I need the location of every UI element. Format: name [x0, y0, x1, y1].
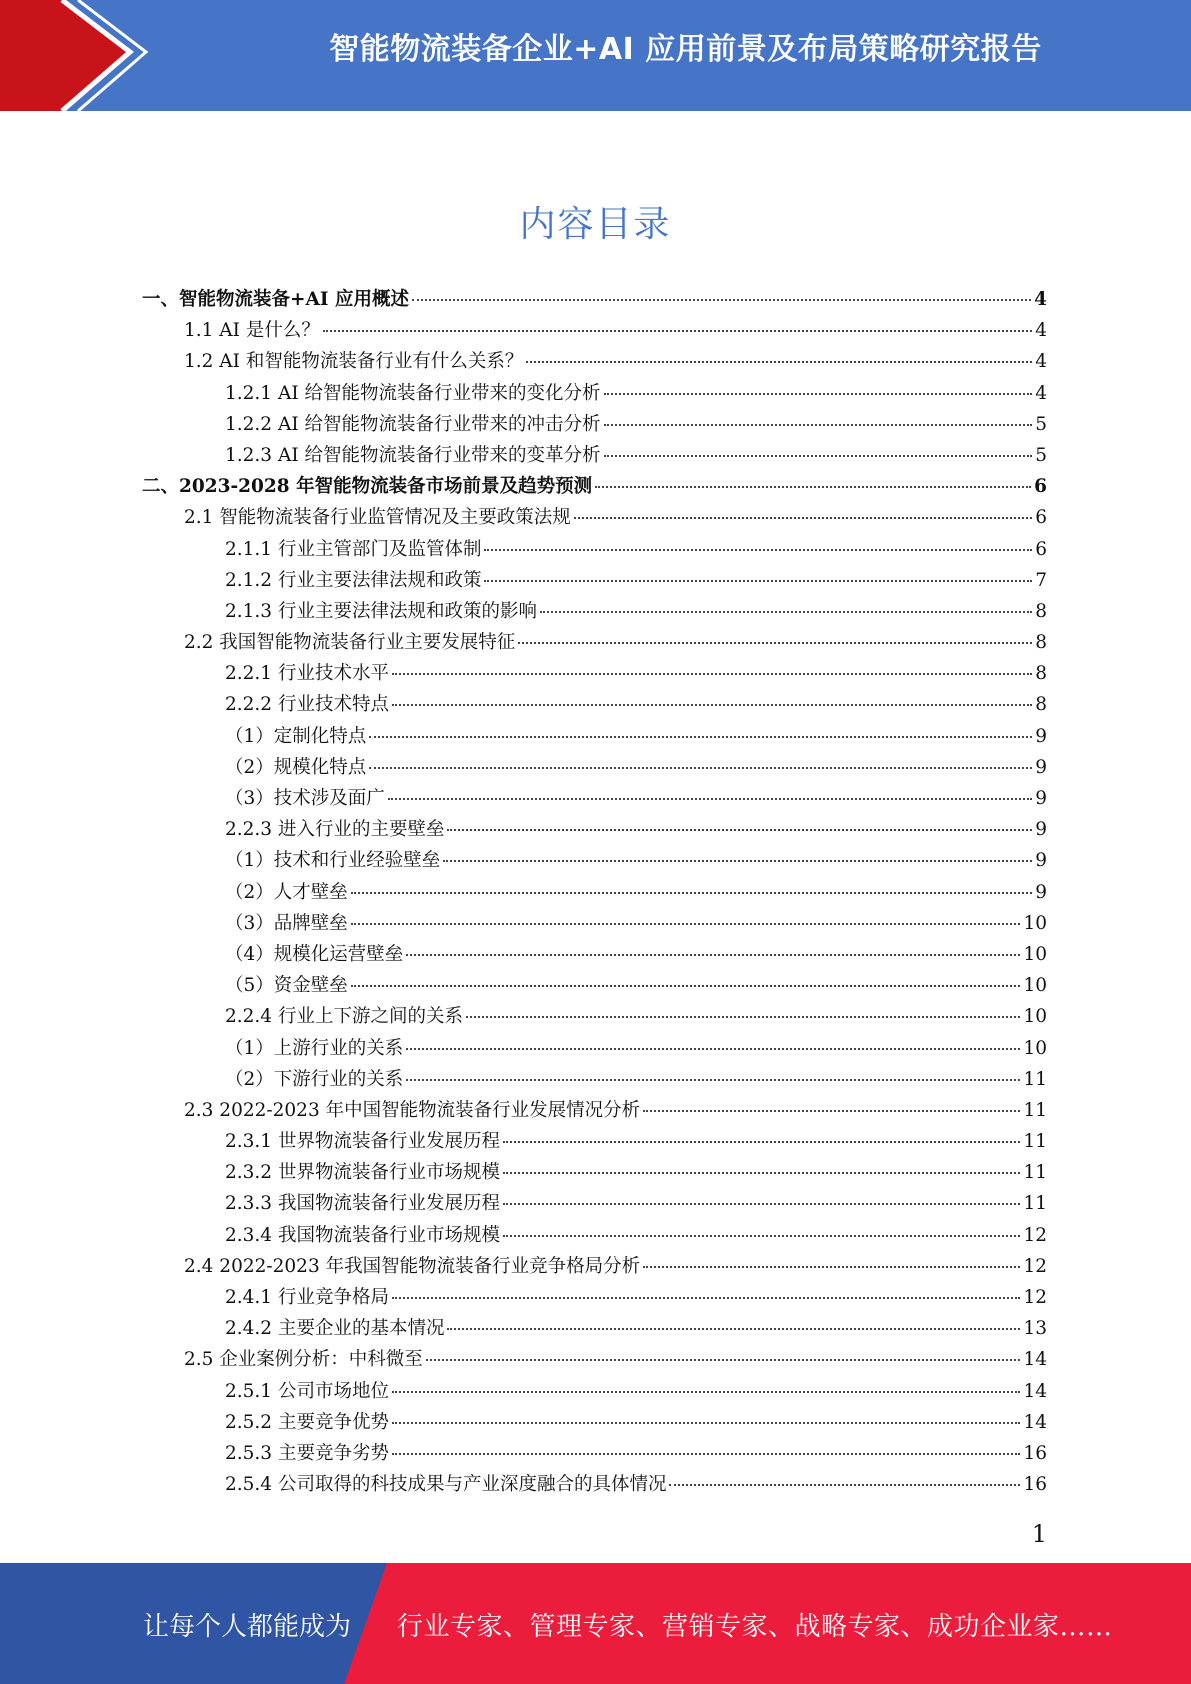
- toc-dot-leader: [503, 1203, 1020, 1205]
- toc-entry-label: 2.5.2 主要竞争优势: [225, 1411, 389, 1433]
- toc-entry-label: 2.2.3 进入行业的主要壁垒: [225, 819, 445, 841]
- toc-entry-label: （1）技术和行业经验壁垒: [225, 850, 441, 872]
- toc-entry-page: 10: [1023, 912, 1047, 934]
- toc-dot-leader: [484, 549, 1032, 551]
- toc-entry-page: 5: [1035, 444, 1047, 466]
- toc-entry-page: 6: [1034, 476, 1047, 498]
- toc-dot-leader: [540, 611, 1032, 613]
- toc-entry[interactable]: [142, 909, 1047, 940]
- toc-dot-leader: [406, 954, 1020, 956]
- toc-dot-leader: [392, 1391, 1020, 1393]
- toc-entry[interactable]: [142, 1408, 1047, 1439]
- toc-entry[interactable]: [142, 1377, 1047, 1408]
- toc-entry[interactable]: [142, 1158, 1047, 1189]
- toc-entry-page: 11: [1023, 1162, 1047, 1184]
- toc-entry[interactable]: [142, 1470, 1047, 1501]
- toc-dot-leader: [466, 1016, 1020, 1018]
- toc-entry-page: 16: [1023, 1474, 1047, 1496]
- toc-entry-page: 4: [1035, 351, 1047, 373]
- toc-entry-page: 8: [1035, 600, 1047, 622]
- toc-dot-leader: [604, 424, 1033, 426]
- toc-entry-page: 11: [1023, 1099, 1047, 1121]
- toc-entry-label: 2.2.4 行业上下游之间的关系: [225, 1006, 463, 1028]
- toc-entry-page: 9: [1035, 756, 1047, 778]
- toc-entry-label: 2.5.1 公司市场地位: [225, 1380, 389, 1402]
- toc-entry[interactable]: [142, 566, 1047, 597]
- toc-entry-page: 14: [1023, 1411, 1047, 1433]
- toc-entry[interactable]: [142, 784, 1047, 815]
- toc-dot-leader: [484, 580, 1032, 582]
- toc-dot-leader: [406, 1079, 1020, 1081]
- toc-entry[interactable]: [142, 410, 1047, 441]
- toc-entry[interactable]: [142, 503, 1047, 534]
- toc-entry-page: 9: [1035, 725, 1047, 747]
- toc-entry[interactable]: [142, 690, 1047, 721]
- toc-dot-leader: [643, 1266, 1020, 1268]
- toc-entry[interactable]: [142, 597, 1047, 628]
- footer-slogan-right: 行业专家、管理专家、营销专家、战略专家、成功企业家……: [397, 1612, 1113, 1642]
- toc-dot-leader: [392, 1297, 1020, 1299]
- toc-entry[interactable]: [142, 878, 1047, 909]
- toc-entry-page: 6: [1035, 507, 1047, 529]
- toc-entry[interactable]: [142, 1002, 1047, 1033]
- toc-entry[interactable]: [142, 1439, 1047, 1470]
- report-title: 智能物流装备企业+AI 应用前景及布局策略研究报告: [329, 32, 1042, 67]
- toc-entry-page: 10: [1023, 975, 1047, 997]
- toc-entry-label: 2.5.4 公司取得的科技成果与产业深度融合的具体情况: [225, 1474, 667, 1496]
- toc-entry-page: 9: [1035, 850, 1047, 872]
- toc-entry[interactable]: [142, 1221, 1047, 1252]
- toc-entry[interactable]: [142, 535, 1047, 566]
- toc-entry[interactable]: [142, 1283, 1047, 1314]
- toc-entry-page: 9: [1035, 788, 1047, 809]
- toc-entry[interactable]: [142, 1065, 1047, 1096]
- toc-dot-leader: [323, 330, 1032, 332]
- toc-entry-page: 4: [1035, 320, 1047, 342]
- page-header: [0, 0, 1191, 111]
- toc-dot-leader: [518, 642, 1032, 644]
- toc-entry-page: 13: [1023, 1318, 1047, 1340]
- toc-entry-page: 11: [1023, 1193, 1047, 1215]
- toc-dot-leader: [351, 923, 1021, 925]
- toc-entry-label: （3）技术涉及面广: [225, 788, 385, 809]
- toc-entry[interactable]: [142, 722, 1047, 753]
- toc-entry-page: 16: [1023, 1442, 1047, 1464]
- toc-entry-label: （2）人才壁垒: [225, 881, 348, 903]
- toc-entry-label: 2.3 2022-2023 年中国智能物流装备行业发展情况分析: [184, 1099, 641, 1121]
- toc-entry[interactable]: [142, 940, 1047, 971]
- toc-entry[interactable]: [142, 285, 1047, 316]
- toc-entry-page: 14: [1023, 1380, 1047, 1402]
- toc-entry-label: 2.1.1 行业主管部门及监管体制: [225, 538, 482, 560]
- toc-dot-leader: [503, 1141, 1020, 1143]
- toc-entry-label: 2.3.4 我国物流装备行业市场规模: [225, 1224, 500, 1246]
- page-number: 1: [1031, 1520, 1047, 1548]
- toc-dot-leader: [503, 1235, 1020, 1237]
- toc-entry-page: 9: [1035, 819, 1047, 841]
- toc-entry-label: 1.2.3 AI 给智能物流装备行业带来的变革分析: [225, 444, 601, 466]
- toc-entry[interactable]: [142, 1252, 1047, 1283]
- toc-dot-leader: [392, 1453, 1020, 1455]
- toc-entry-page: 11: [1023, 1068, 1047, 1090]
- page-footer: [0, 1563, 1191, 1684]
- toc-entry-label: 二、2023-2028 年智能物流装备市场前景及趋势预测: [142, 476, 593, 498]
- toc-entry[interactable]: [142, 379, 1047, 410]
- toc-dot-leader: [351, 985, 1021, 987]
- toc-dot-leader: [412, 299, 1031, 301]
- footer-slogan-left: 让每个人都能成为: [143, 1612, 352, 1642]
- toc-dot-leader: [392, 704, 1032, 706]
- toc-dot-leader: [669, 1484, 1020, 1486]
- toc-entry-label: 1.1 AI 是什么？: [184, 320, 320, 342]
- table-of-contents: [142, 285, 1047, 1501]
- toc-entry[interactable]: [142, 1034, 1047, 1065]
- toc-entry-page: 9: [1035, 881, 1047, 903]
- toc-entry-page: 10: [1023, 943, 1047, 965]
- toc-entry-page: 11: [1023, 1131, 1047, 1153]
- toc-entry-page: 8: [1035, 694, 1047, 716]
- toc-entry-label: 2.3.1 世界物流装备行业发展历程: [225, 1131, 500, 1153]
- toc-dot-leader: [595, 486, 1031, 488]
- toc-entry[interactable]: [142, 628, 1047, 659]
- toc-entry[interactable]: [142, 441, 1047, 472]
- toc-entry[interactable]: [142, 753, 1047, 784]
- toc-entry-label: 2.3.3 我国物流装备行业发展历程: [225, 1193, 500, 1215]
- toc-dot-leader: [426, 1359, 1021, 1361]
- toc-dot-leader: [526, 361, 1032, 363]
- toc-heading: 内容目录: [519, 204, 672, 245]
- toc-entry-label: （2）规模化特点: [225, 756, 367, 778]
- toc-entry-page: 14: [1023, 1349, 1047, 1371]
- toc-dot-leader: [388, 798, 1032, 800]
- toc-entry[interactable]: [142, 846, 1047, 877]
- toc-entry[interactable]: [142, 1314, 1047, 1345]
- toc-dot-leader: [392, 673, 1032, 675]
- toc-entry-page: 5: [1035, 413, 1047, 435]
- toc-entry-label: 一、智能物流装备+AI 应用概述: [142, 289, 409, 310]
- toc-entry-label: 2.2.2 行业技术特点: [225, 694, 389, 716]
- toc-entry-label: 1.2.2 AI 给智能物流装备行业带来的冲击分析: [225, 413, 601, 435]
- toc-entry-page: 8: [1035, 632, 1047, 654]
- toc-entry[interactable]: [142, 347, 1047, 378]
- toc-entry-label: （4）规模化运营壁垒: [225, 943, 404, 965]
- toc-entry-label: 2.2.1 行业技术水平: [225, 663, 389, 685]
- toc-dot-leader: [392, 1422, 1020, 1424]
- toc-entry-label: 2.1.3 行业主要法律法规和政策的影响: [225, 600, 537, 622]
- toc-entry-label: 2.4.1 行业竞争格局: [225, 1287, 389, 1308]
- toc-entry-page: 4: [1034, 289, 1047, 310]
- toc-dot-leader: [406, 1048, 1020, 1050]
- toc-dot-leader: [447, 829, 1032, 831]
- toc-entry[interactable]: [142, 1096, 1047, 1127]
- toc-entry-page: 4: [1035, 382, 1047, 404]
- toc-entry[interactable]: [142, 1345, 1047, 1376]
- toc-entry-label: 2.2 我国智能物流装备行业主要发展特征: [184, 632, 516, 654]
- toc-entry-label: 2.4.2 主要企业的基本情况: [225, 1318, 445, 1340]
- toc-dot-leader: [503, 1172, 1020, 1174]
- toc-entry-page: 8: [1035, 663, 1047, 685]
- toc-entry[interactable]: [142, 971, 1047, 1002]
- toc-dot-leader: [351, 892, 1032, 894]
- toc-dot-leader: [643, 1110, 1020, 1112]
- toc-entry[interactable]: [142, 472, 1047, 503]
- toc-entry-label: 2.1.2 行业主要法律法规和政策: [225, 569, 482, 591]
- toc-entry-page: 12: [1023, 1287, 1047, 1308]
- toc-dot-leader: [369, 767, 1032, 769]
- toc-entry[interactable]: [142, 316, 1047, 347]
- toc-entry-label: （5）资金壁垒: [225, 975, 348, 997]
- toc-dot-leader: [369, 736, 1032, 738]
- toc-dot-leader: [604, 455, 1033, 457]
- toc-entry-label: 1.2.1 AI 给智能物流装备行业带来的变化分析: [225, 382, 601, 404]
- toc-entry[interactable]: [142, 1127, 1047, 1158]
- toc-entry-label: （3）品牌壁垒: [225, 912, 348, 934]
- toc-dot-leader: [604, 393, 1033, 395]
- toc-entry[interactable]: [142, 659, 1047, 690]
- toc-entry-page: 10: [1023, 1006, 1047, 1028]
- toc-dot-leader: [447, 1328, 1020, 1330]
- toc-entry-label: 2.5 企业案例分析：中科微至: [184, 1349, 423, 1371]
- toc-entry[interactable]: [142, 1189, 1047, 1220]
- toc-entry[interactable]: [142, 815, 1047, 846]
- toc-entry-page: 7: [1035, 569, 1047, 591]
- toc-entry-label: （1）定制化特点: [225, 725, 367, 747]
- toc-entry-page: 12: [1023, 1224, 1047, 1246]
- toc-dot-leader: [574, 517, 1032, 519]
- toc-entry-label: （1）上游行业的关系: [225, 1037, 404, 1059]
- toc-entry-page: 12: [1023, 1255, 1047, 1277]
- toc-entry-label: 2.3.2 世界物流装备行业市场规模: [225, 1162, 500, 1184]
- toc-entry-label: （2）下游行业的关系: [225, 1068, 404, 1090]
- toc-entry-page: 6: [1035, 538, 1047, 560]
- toc-entry-page: 10: [1023, 1037, 1047, 1059]
- toc-entry-label: 2.5.3 主要竞争劣势: [225, 1442, 389, 1464]
- toc-entry-label: 2.4 2022-2023 年我国智能物流装备行业竞争格局分析: [184, 1255, 641, 1277]
- toc-dot-leader: [443, 860, 1032, 862]
- toc-entry-label: 1.2 AI 和智能物流装备行业有什么关系？: [184, 351, 524, 373]
- toc-entry-label: 2.1 智能物流装备行业监管情况及主要政策法规: [184, 507, 571, 529]
